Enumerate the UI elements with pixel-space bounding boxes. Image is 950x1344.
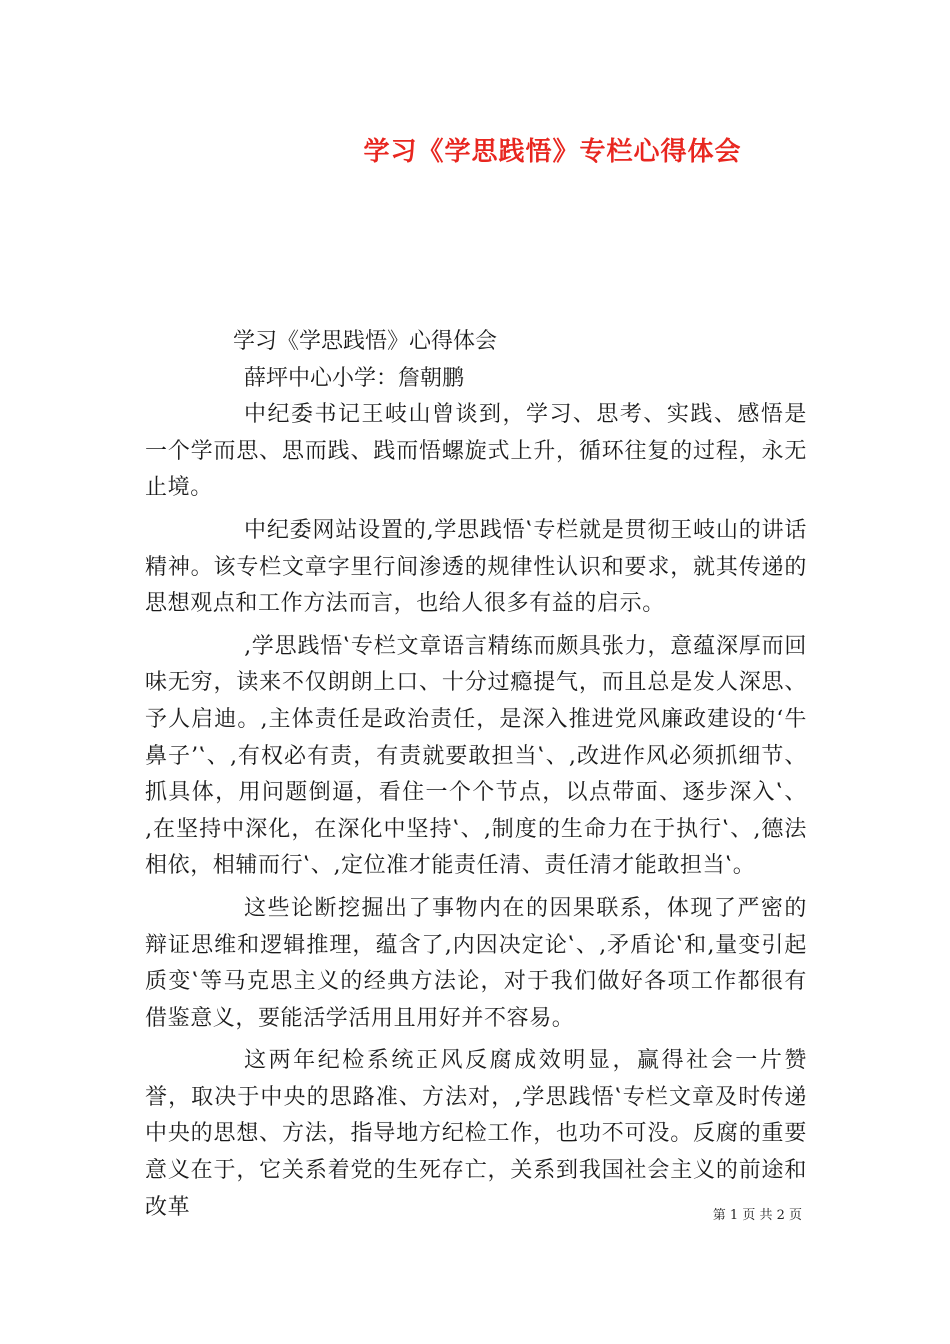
paragraph-2: 中纪委网站设置的‚学思践悟‛专栏就是贯彻王岐山的讲话精神。该专栏文章字里行间渗透的规律性认识和要求，就其传递的思想观点和工作方法而言，也给人很多有益的启示。: [145, 517, 807, 617]
page-number-footer: 第 1 页 共 2 页: [712, 1208, 802, 1223]
paragraph-1: 中纪委书记王岐山曾谈到，学习、思考、实践、感悟是一个学而思、思而践、践而悟螺旋式上升，循环往复的过程，永无止境。: [145, 402, 807, 501]
author-line: 薛坪中心小学：詹朝鹏: [244, 365, 465, 391]
article-subtitle: 学习《学思践悟》心得体会: [233, 329, 498, 354]
document-body: [145, 324, 807, 1226]
paragraph-3: ‚学思践悟‛专栏文章语言精练而颇具张力，意蕴深厚而回味无穷，读来不仅朗朗上口、十分过瘾提气，而且总是发人深思、予人启迪。‚主体责任是政治责任，是深入推进党风廉政建设的‘牛鼻子’‛、‚有权必有责，有责就要敢担当‛、‚改进作风必须抓细节、抓具体，用问题倒逼，看住一个个节点，以点带面、逐步深入‛、‚在坚持中深化，在深化中坚持‛、‚制度的生命力在于执行‛、‚德法相依，相辅而行‛、‚定位准才能责任清、责任清才能敢担当‛。: [145, 633, 807, 879]
paragraph-4: 这些论断挖掘出了事物内在的因果联系，体现了严密的辩证思维和逻辑推理，蕴含了‚内因决定论‛、‚矛盾论‛和‚量变引起质变‛等马克思主义的经典方法论，对于我们做好各项工作都很有借鉴意义，要能活学活用且用好并不容易。: [145, 895, 807, 1031]
document-title: 学习《学思践悟》专栏心得体会: [363, 137, 742, 167]
paragraph-5: 这两年纪检系统正风反腐成效明显，赢得社会一片赞誉，取决于中央的思路准、方法对，‚学思践悟‛专栏文章及时传递中央的思想、方法，指导地方纪检工作，也功不可没。反腐的重要意义在于，它关系着党的生死存亡，关系到我国社会主义的前途和改革: [145, 1048, 807, 1220]
